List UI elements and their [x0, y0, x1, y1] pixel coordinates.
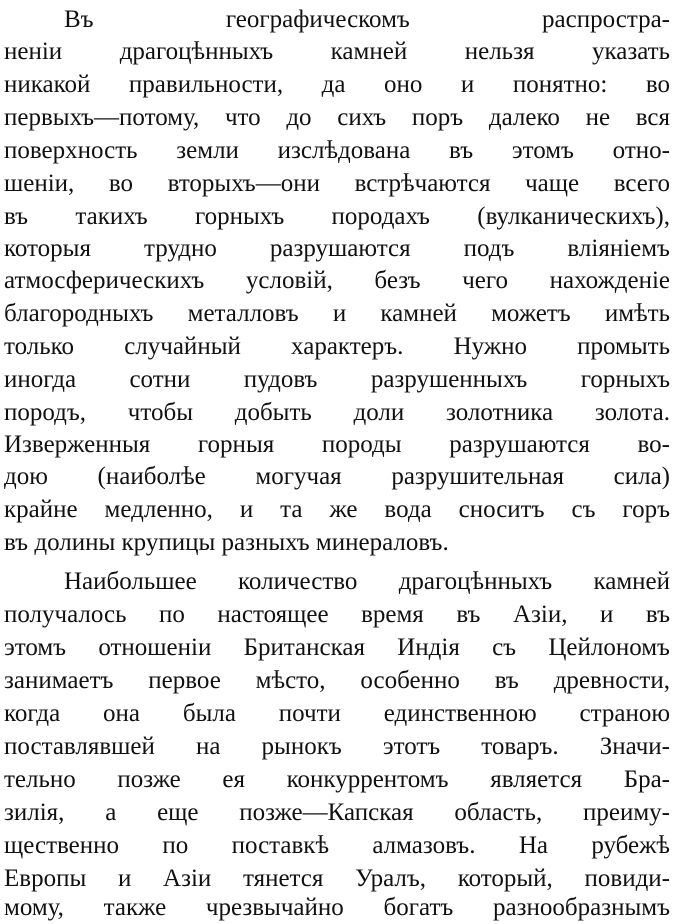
text-line: дою (наиболѣе могучая разрушительная сила) [4, 463, 670, 490]
text-line: породъ, чтобы добыть доли золотника золота. [4, 399, 670, 426]
text-line: Въ географическомъ распростра- [64, 6, 670, 33]
text-line: щественно по поставкѣ алмазовъ. На рубежѣ [4, 832, 670, 859]
text-line: Европы и Азіи тянется Уралъ, который, повиди- [4, 865, 670, 892]
text-line: шеніи, во вторыхъ—они встрѣчаются чаще всего [4, 170, 670, 197]
text-line: иногда сотни пудовъ разрушенныхъ горныхъ [4, 366, 670, 393]
text-line: благородныхъ металловъ и камней можетъ имѣть [4, 300, 670, 327]
text-line: въ долины крупицы разныхъ минераловъ. [4, 529, 449, 556]
text-line: тельно позже ея конкуррентомъ является Бра- [4, 766, 670, 793]
text-line: неніи драгоцѣнныхъ камней нельзя указать [4, 38, 670, 65]
text-line: когда она была почти единственною страною [4, 700, 670, 727]
text-line: въ такихъ горныхъ породахъ (вулканическихъ), [4, 203, 670, 230]
text-line: первыхъ—потому, что до сихъ поръ далеко не вся [4, 104, 670, 131]
text-line: зилія, а еще позже—Капская область, преиму- [4, 799, 670, 826]
text-line: которыя трудно разрушаются подъ вліяніемъ [4, 235, 670, 262]
text-line: этомъ отношеніи Британская Индія съ Цейлономъ [4, 634, 670, 661]
text-line: атмосферическихъ условій, безъ чего нахожденіе [4, 267, 670, 294]
text-line: никакой правильности, да оно и понятно: во [4, 71, 670, 98]
text-line: Наибольшее количество драгоцѣнныхъ камней [64, 568, 670, 595]
text-line: мому, также чрезвычайно богатъ разнообразнымъ [4, 894, 670, 921]
text-line: занимаетъ первое мѣсто, особенно въ древности, [4, 667, 670, 694]
text-line: крайне медленно, и та же вода сноситъ съ горъ [4, 496, 670, 523]
text-line: только случайный характеръ. Нужно промыть [4, 333, 670, 360]
text-line: получалось по настоящее время въ Азіи, и въ [4, 601, 670, 628]
text-line: поверхность земли изслѣдована въ этомъ отно- [4, 137, 670, 164]
text-line: Изверженныя горныя породы разрушаются во- [4, 431, 670, 458]
text-line: поставлявшей на рынокъ этотъ товаръ. Значи- [4, 733, 670, 760]
